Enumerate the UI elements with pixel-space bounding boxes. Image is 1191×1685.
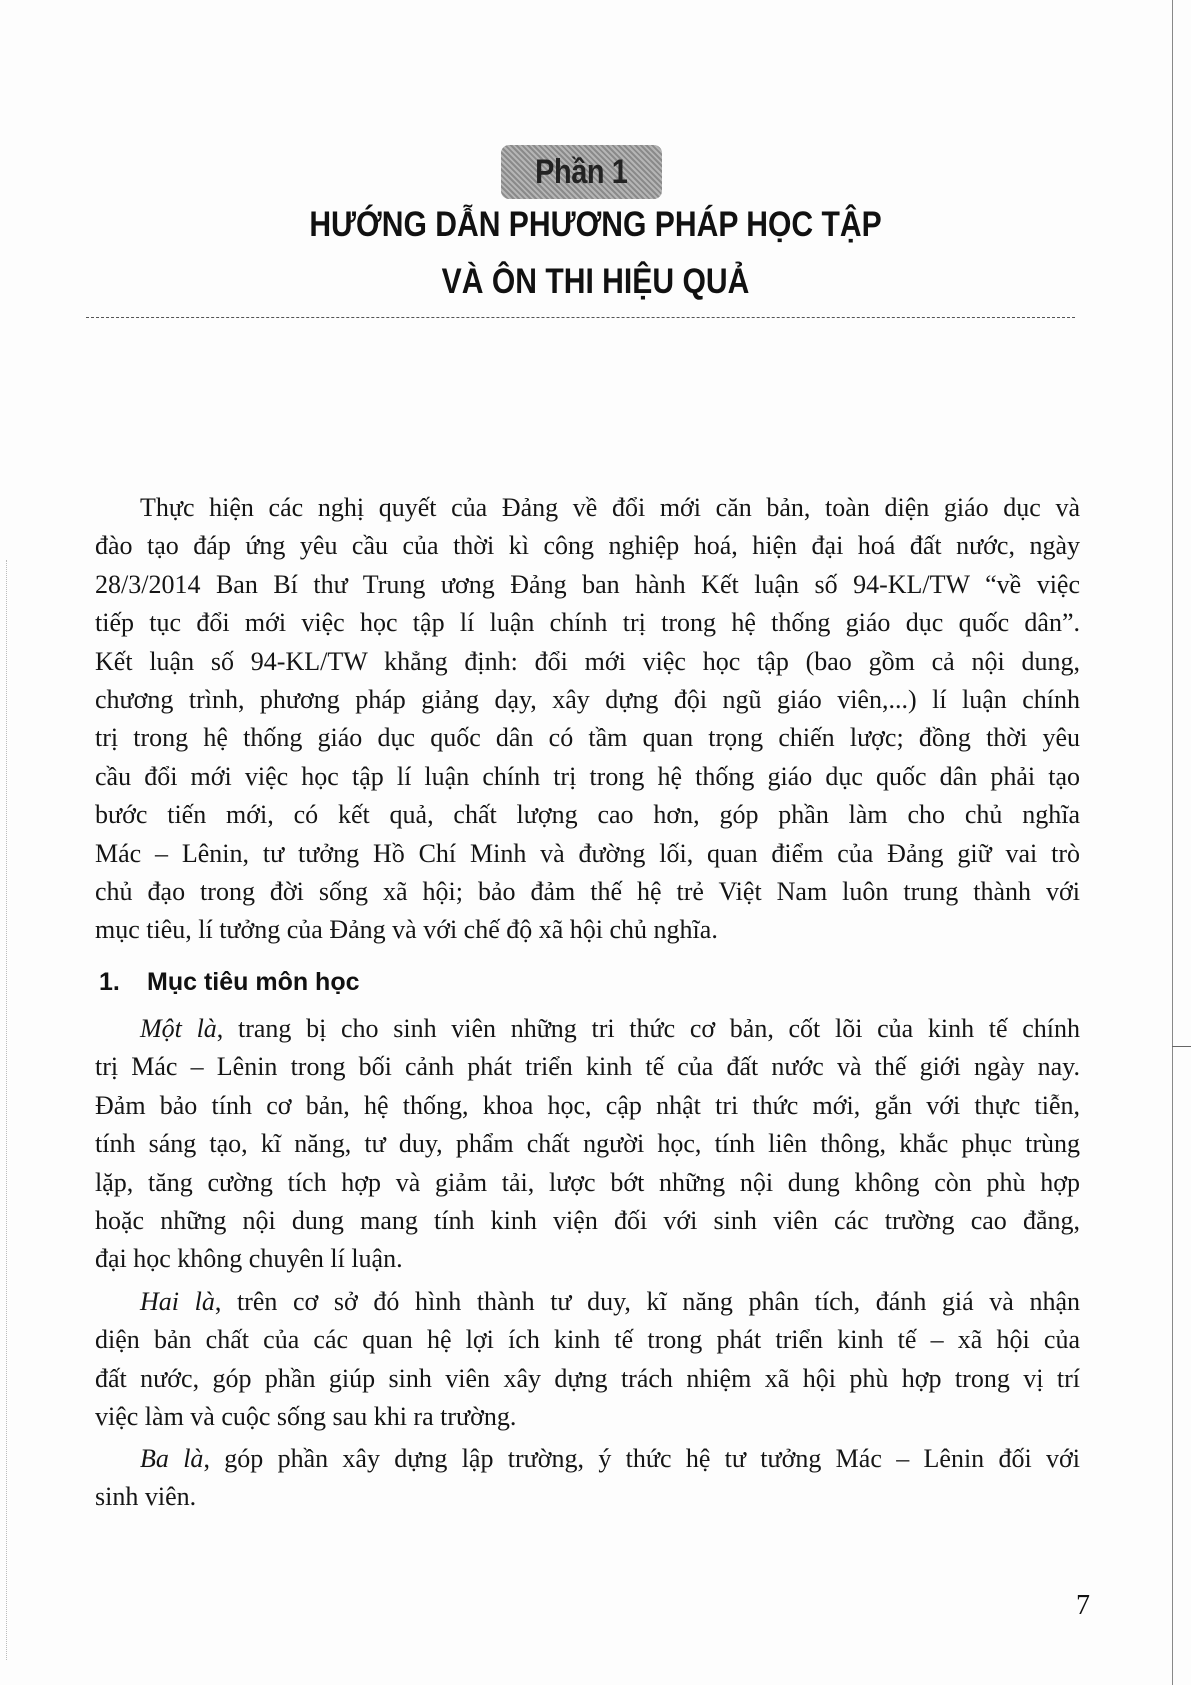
text-line: chương trình, phương pháp giảng dạy, xây dựng đội ngũ giáo viên,...) lí luận chính [95, 685, 1080, 715]
scan-edge-left [6, 560, 7, 1660]
text-line: mục tiêu, lí tưởng của Đảng và với chế độ xã hội chủ nghĩa. [95, 915, 718, 945]
text-line: chủ đạo trong đời sống xã hội; bảo đảm thế hệ trẻ Việt Nam luôn trung thành với [95, 877, 1080, 907]
text-line: trị trong hệ thống giáo dục quốc dân có tầm quan trọng chiến lược; đồng thời yêu [95, 723, 1080, 753]
section-heading [99, 968, 360, 997]
part-badge-label: Phần 1 [535, 152, 628, 191]
scan-edge-right [1172, 0, 1173, 1685]
chapter-title-line-2: VÀ ÔN THI HIỆU QUẢ [441, 262, 750, 301]
text-line: sinh viên. [95, 1482, 197, 1512]
text-line: Kết luận số 94-KL/TW khẳng định: đổi mới việc học tập (bao gồm cả nội dung, [95, 646, 1080, 676]
text-line: Thực hiện các nghị quyết của Đảng về đổi mới căn bản, toàn diện giáo dục và [140, 493, 1080, 522]
text-line: cầu đổi mới việc học tập lí luận chính trị trong hệ thống giáo dục quốc dân phải tạo [95, 761, 1080, 791]
scan-mark [1172, 1046, 1191, 1047]
paragraph-ba-la [95, 1440, 1080, 1517]
text-line: đất nước, góp phần giúp sinh viên xây dựng trách nhiệm xã hội phù hợp trong vị trí [95, 1363, 1080, 1393]
text-line: trị Mác – Lênin trong bối cảnh phát triển kinh tế của đất nước và thế giới ngày nay. [95, 1052, 1080, 1082]
text-line: bước tiến mới, có kết quả, chất lượng cao hơn, góp phần làm cho chủ nghĩa [95, 800, 1080, 830]
paragraph-text: , trên cơ sở đó hình thành tư duy, kĩ năng phân tích, đánh giá và nhận [214, 1287, 1080, 1316]
text-line [95, 1283, 1080, 1321]
part-badge [501, 145, 662, 199]
text-line: hoặc những nội dung mang tính kinh viện đối với sinh viên các trường cao đẳng, [95, 1206, 1080, 1236]
text-line: Mác – Lênin, tư tưởng Hồ Chí Minh và đường lối, quan điểm của Đảng giữ vai trò [95, 838, 1080, 868]
title-divider [86, 317, 1075, 318]
paragraph-text: , trang bị cho sinh viên những tri thức cơ bản, cốt lõi của kinh tế chính [216, 1014, 1080, 1043]
paragraph-text: , góp phần xây dựng lập trường, ý thức hệ tư tưởng Mác – Lênin đối với [203, 1444, 1080, 1473]
section-title: Mục tiêu môn học [147, 968, 360, 996]
text-line: việc làm và cuộc sống sau khi ra trường. [95, 1402, 517, 1432]
text-line [95, 1010, 1080, 1048]
text-line: lặp, tăng cường tích hợp và giảm tải, lược bớt những nội dung không còn phù hợp [95, 1167, 1080, 1197]
text-line [95, 1440, 1080, 1478]
section-number: 1. [99, 968, 120, 996]
text-line: tiếp tục đổi mới việc học tập lí luận chính trị trong hệ thống giáo dục quốc dân”. [95, 608, 1080, 638]
paragraph-hai-la [95, 1283, 1080, 1437]
paragraph-lead: Hai là [140, 1287, 215, 1316]
paragraph-mot-la [95, 1010, 1080, 1279]
text-line: tính sáng tạo, kĩ năng, tư duy, phẩm chất người học, tính liên thông, khắc phục trùng [95, 1129, 1080, 1159]
text-line: 28/3/2014 Ban Bí thư Trung ương Đảng ban hành Kết luận số 94-KL/TW “về việc [95, 569, 1080, 599]
text-line: Đảm bảo tính cơ bản, hệ thống, khoa học, cập nhật tri thức mới, gắn với thực tiễn, [95, 1090, 1080, 1120]
text-line: đào tạo đáp ứng yêu cầu của thời kì công nghiệp hoá, hiện đại hoá đất nước, ngày [95, 531, 1080, 561]
intro-paragraph [95, 489, 1080, 950]
text-line: diện bản chất của các quan hệ lợi ích kinh tế trong phát triển kinh tế – xã hội của [95, 1325, 1080, 1355]
page-number: 7 [1076, 1590, 1090, 1621]
text-line: đại học không chuyên lí luận. [95, 1244, 403, 1274]
paragraph-lead: Ba là [140, 1444, 204, 1473]
paragraph-lead: Một là [140, 1014, 217, 1043]
chapter-title-line-1: HƯỚNG DẪN PHƯƠNG PHÁP HỌC TẬP [309, 205, 882, 244]
